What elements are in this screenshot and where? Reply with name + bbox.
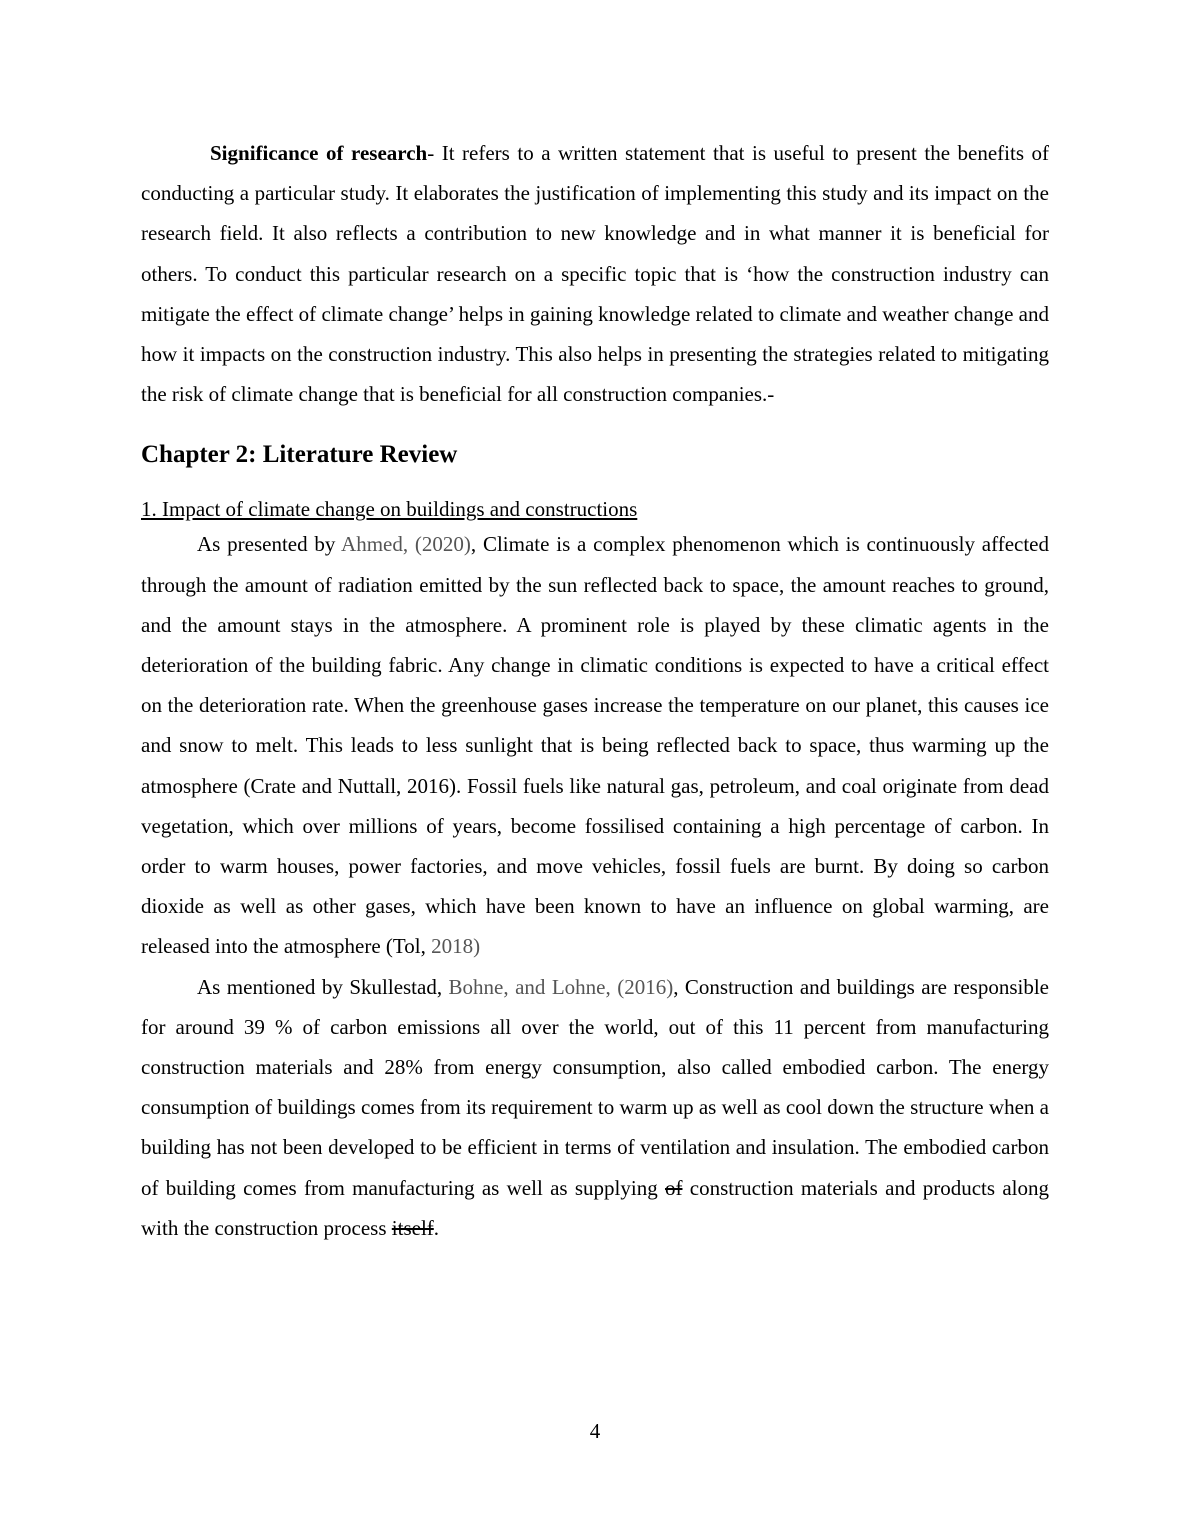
p2-body: , Construction and buildings are responsible for around 39 % of carbon emissions all over the world, out of this 11 percent from manufacturing construction materials and 28% from energy consumption, also called embodied carbon. The energy consumption of buildings comes from its requirement to warm up as well as cool down the structure when a building has not been developed to be efficient in terms of ventilation and insulation. The embodied carbon of building comes from manufacturing as well as supplying [141, 974, 1049, 1200]
significance-label: Significance of research [210, 141, 428, 165]
significance-text: - It refers to a written statement that is useful to present the benefits of conducting a particular study. It elaborates the justification of implementing this study and its impact on the research field. It also reflects a contribution to new knowledge and in what manner it is beneficial for others. To conduct this particular research on a specific topic that is ‘how the construction industry can mitigate the effect of climate change’ helps in gaining knowledge related to climate and weather change and how it impacts on the construction industry. This also helps in presenting the strategies related to mitigating the risk of climate change that is beneficial for all construction companies.- [141, 141, 1049, 407]
literature-paragraph-2 [141, 967, 1049, 1248]
p1-citation-end: 2018) [431, 934, 481, 959]
literature-paragraph-1 [141, 524, 1049, 966]
p2-citation: Bohne, and Lohne, (2016) [448, 974, 674, 999]
significance-paragraph [141, 133, 1049, 414]
p1-body: , Climate is a complex phenomenon which is continuously affected through the amount of radiation emitted by the sun reflected back to space, the amount reaches to ground, and the amount stays in the atmosphere. A prominent role is played by these climatic agents in the deterioration of the building fabric. Any change in climatic conditions is expected to have a critical effect on the deterioration rate. When the greenhouse gases increase the temperature on our planet, this causes ice and snow to melt. This leads to less sunlight that is being reflected back to space, thus warming up the atmosphere (Crate and Nuttall, 2016). Fossil fuels like natural gas, petroleum, and coal originate from dead vegetation, which over millions of years, become fossilised containing a high percentage of carbon. In order to warm houses, power factories, and move vehicles, fossil fuels are burnt. By doing so carbon dioxide as well as other gases, which have been known to have an influence on global warming, are released into the atmosphere (Tol, [141, 532, 1049, 959]
p2-body-2: construction materials and products along with the construction process [141, 1175, 1049, 1240]
p1-citation: Ahmed, (2020) [341, 532, 471, 557]
p1-intro: As presented by [197, 532, 342, 557]
section-heading: 1. Impact of climate change on buildings and constructions [141, 497, 638, 522]
p2-struck-word-1: of [664, 1175, 683, 1200]
page-number: 4 [589, 1419, 601, 1443]
p2-intro: As mentioned by Skullestad, [197, 974, 449, 999]
p2-struck-word-2: itself [391, 1215, 434, 1240]
chapter-title: Chapter 2: Literature Review [141, 441, 458, 469]
page-content [141, 133, 1049, 1248]
p2-end: . [433, 1215, 440, 1240]
